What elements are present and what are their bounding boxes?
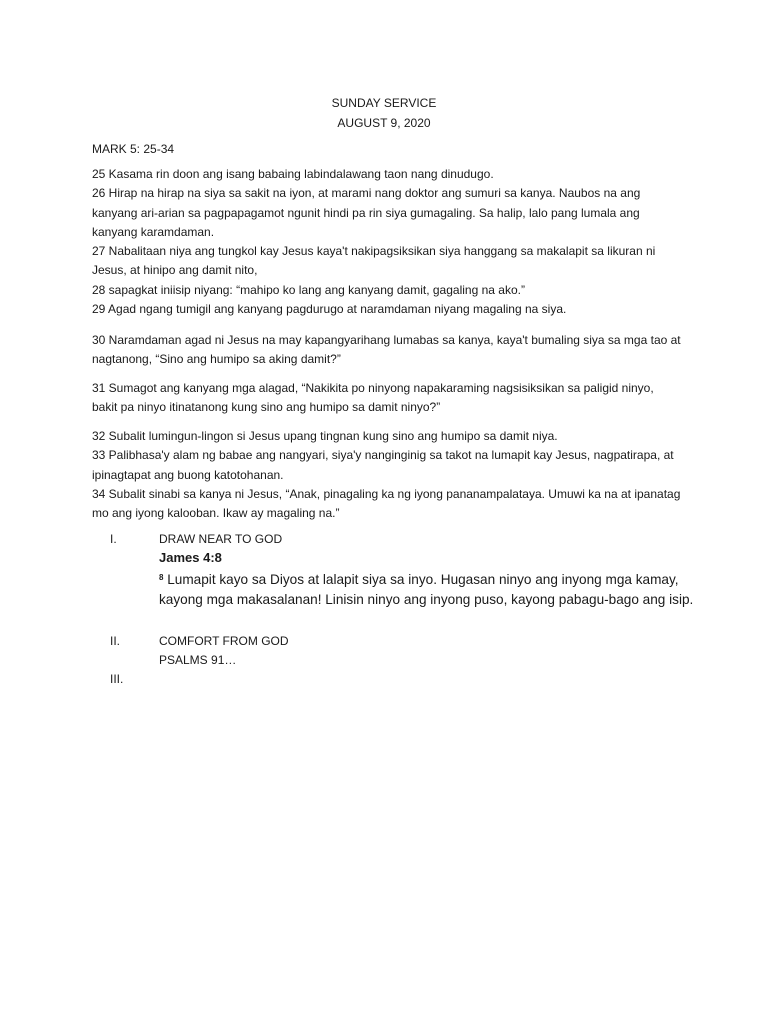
passage-block-1 bbox=[92, 165, 682, 319]
verse-31: 31 Sumagot ang kanyang mga alagad, “Nakikita po ninyong napakaraming nagsisiksikan sa paligid ninyo, bakit pa ninyo itinatanong kung sino ang humipo sa damit ninyo?” bbox=[92, 381, 654, 415]
verse-body: Lumapit kayo sa Diyos at lalapit siya sa inyo. Hugasan ninyo ang inyong mga kamay, kayong mga makasalanan! Linisin ninyo ang inyong puso, kayong pabagu-bago ang isip. bbox=[159, 572, 694, 607]
outline-numeral-2: II. bbox=[110, 634, 121, 648]
verse-30: 30 Naramdaman agad ni Jesus na may kapangyarihang lumabas sa kanya, kaya't bumaling siya sa mga tao at nagtanong, “Sino ang humipo sa aking damit?” bbox=[92, 333, 681, 367]
passage-block-4 bbox=[92, 427, 682, 523]
verse-33: 33 Palibhasa'y alam ng babae ang nangyari, siya'y nanginginig sa takot na lumapit kay Jesus, nagpatirapa, at ipinagtapat ang buong katotohanan. bbox=[92, 448, 674, 482]
outline-heading-1: DRAW NEAR TO GOD bbox=[159, 532, 283, 546]
verse-number: 8 bbox=[159, 573, 164, 582]
verse-26: 26 Hirap na hirap na siya sa sakit na iyon, at marami nang doktor ang sumuri sa kanya. Naubos na ang kanyang ari-arian sa pagpapagamot ngunit hindi pa rin siya gumagaling. Sa halip, lalo pang lumala ang kanyang karamdaman. bbox=[92, 186, 641, 239]
service-title: SUNDAY SERVICE bbox=[331, 96, 437, 110]
verse-25: 25 Kasama rin doon ang isang babaing labindalawang taon nang dinudugo. bbox=[92, 167, 494, 181]
outline-verse-reference-1: James 4:8 bbox=[159, 550, 222, 565]
verse-28: 28 sapagkat iniisip niyang: “mahipo ko lang ang kanyang damit, gagaling na ako.” bbox=[92, 282, 525, 297]
outline-subheading-2: PSALMS 91… bbox=[159, 653, 237, 667]
outline-verse-text-1 bbox=[159, 570, 709, 610]
verse-32: 32 Subalit lumingun-lingon si Jesus upang tingnan kung sino ang humipo sa damit niya. bbox=[92, 429, 558, 443]
verse-29: 29 Agad ngang tumigil ang kanyang pagdurugo at naramdaman niyang magaling na siya. bbox=[92, 302, 567, 317]
outline-numeral-1: I. bbox=[110, 532, 117, 546]
scripture-reference: MARK 5: 25-34 bbox=[92, 142, 175, 156]
passage-block-2 bbox=[92, 331, 682, 370]
passage-block-3 bbox=[92, 379, 682, 418]
outline-heading-2: COMFORT FROM GOD bbox=[159, 634, 289, 648]
verse-34: 34 Subalit sinabi sa kanya ni Jesus, “Anak, pinagaling ka ng iyong pananampalataya. Umuwi ka na at ipanatag mo ang iyong kalooban. Ikaw ay magaling na.” bbox=[92, 486, 681, 521]
service-date: AUGUST 9, 2020 bbox=[337, 116, 431, 130]
verse-27: 27 Nabalitaan niya ang tungkol kay Jesus kaya't nakipagsiksikan siya hanggang sa makalapit sa likuran ni Jesus, at hinipo ang damit nito, bbox=[92, 244, 656, 278]
outline-numeral-3: III. bbox=[110, 672, 124, 686]
